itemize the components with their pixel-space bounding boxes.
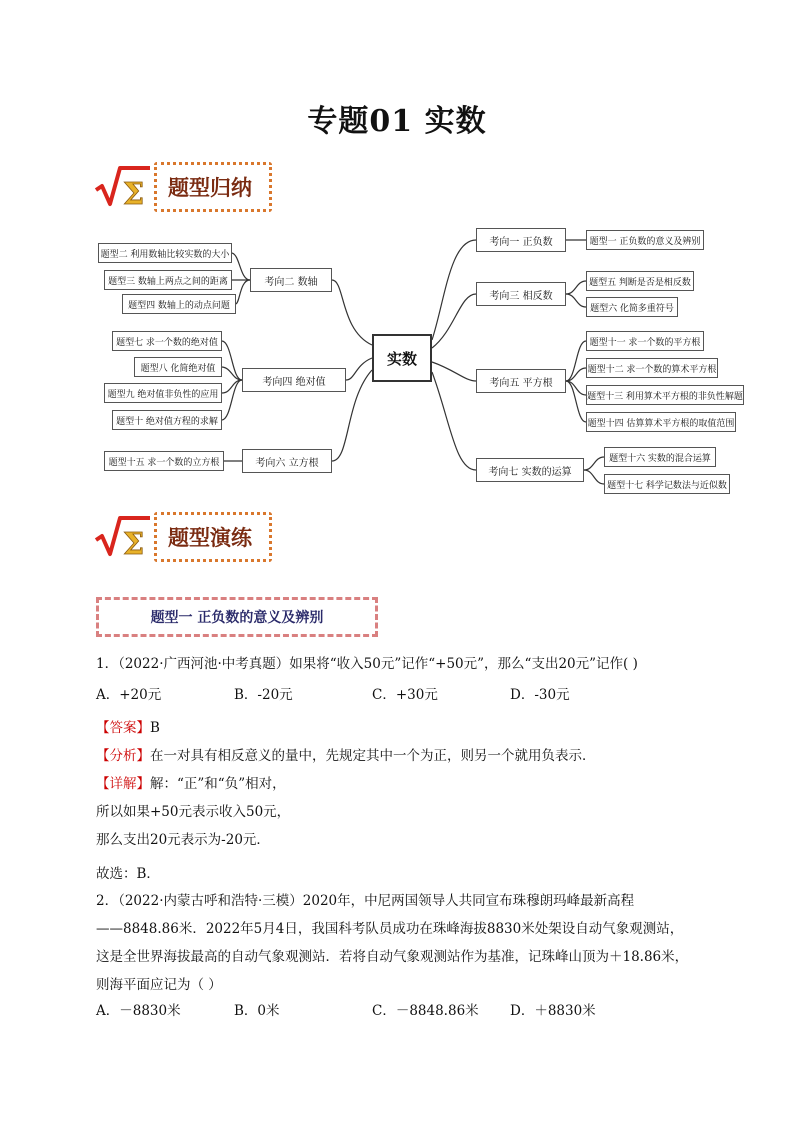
mindmap-sub-node: 题型四 数轴上的动点问题 (122, 294, 236, 314)
question-1-stem: 1．（2022·广西河池·中考真题）如果将“收入50元”记作“+50元”，那么“支出20元”记作( ) (96, 656, 638, 672)
mindmap-sub-node: 题型十七 科学记数法与近似数 (604, 474, 730, 494)
mindmap-sub-node: 题型二 利用数轴比较实数的大小 (98, 243, 232, 263)
detail-text: 解：“正”和“负”相对， (150, 776, 286, 792)
mindmap-main-node: 考向一 正负数 (476, 228, 566, 252)
mindmap-sub-node: 题型十一 求一个数的平方根 (586, 331, 704, 351)
question-1-option-a: A．+20元 (96, 687, 162, 703)
mindmap-main-node: 考向五 平方根 (476, 369, 566, 393)
question-2-stem-line-4: 则海平面应记为（ ） (96, 977, 222, 993)
svg-text:Σ: Σ (123, 177, 145, 210)
mindmap-main-node: 考向三 相反数 (476, 282, 566, 306)
mindmap-sub-node: 题型六 化简多重符号 (586, 297, 678, 317)
mindmap-sub-node: 题型十二 求一个数的算术平方根 (586, 358, 718, 378)
detail-tag: 【详解】 (96, 776, 150, 792)
answer-value: B (150, 720, 160, 736)
mindmap-center: 实数 (372, 334, 432, 382)
question-1-detail (96, 772, 286, 792)
mindmap-sub-node: 题型一 正负数的意义及辨别 (586, 230, 704, 250)
mindmap-sub-node: 题型九 绝对值非负性的应用 (104, 383, 222, 403)
svg-text:Σ: Σ (123, 527, 145, 560)
analysis-tag: 【分析】 (96, 748, 150, 764)
mindmap-sub-node: 题型五 判断是否是相反数 (586, 271, 694, 291)
mindmap-main-node: 考向七 实数的运算 (476, 458, 584, 482)
section-title: 题型归纳 (168, 176, 252, 200)
mindmap-sub-node: 题型十四 估算算术平方根的取值范围 (586, 412, 736, 432)
question-2-stem-line-2: ——8848.86米．2022年5月4日，我国科考队员成功在珠峰海拔8830米处架设自动气象观测站， (96, 921, 684, 937)
sqrt-sigma-icon (94, 514, 152, 560)
question-2-option-b: B．0米 (234, 1003, 280, 1019)
mindmap-sub-node: 题型十 绝对值方程的求解 (112, 410, 222, 430)
question-1-option-d: D．-30元 (510, 687, 570, 703)
question-1-option-c: C．+30元 (372, 687, 438, 703)
section-header-practice (94, 510, 294, 568)
question-2-option-a: A．－8830米 (96, 1003, 181, 1019)
mindmap-main-node: 考向二 数轴 (250, 268, 332, 292)
question-2-stem-line-1: 2．（2022·内蒙古呼和浩特·三模）2020年，中尼两国领导人共同宣布珠穆朗玛峰最新高程 (96, 893, 635, 909)
problem-type-title: 题型一 正负数的意义及辨别 (150, 610, 324, 626)
section-title: 题型演练 (168, 526, 252, 550)
mindmap-sub-node: 题型八 化简绝对值 (134, 357, 222, 377)
mindmap-sub-node: 题型十三 利用算术平方根的非负性解题 (586, 385, 744, 405)
question-2-option-d: D．＋8830米 (510, 1003, 596, 1019)
question-1-detail-line-3: 那么支出20元表示为-20元． (96, 832, 270, 848)
mindmap-main-node: 考向六 立方根 (242, 449, 332, 473)
answer-tag: 【答案】 (96, 720, 150, 736)
mindmap-main-node: 考向四 绝对值 (242, 368, 346, 392)
question-1-detail-line-2: 所以如果+50元表示收入50元， (96, 804, 291, 820)
question-1-answer (96, 716, 160, 736)
question-1-analysis (96, 744, 596, 764)
question-1-option-b: B．-20元 (234, 687, 293, 703)
mindmap-sub-node: 题型七 求一个数的绝对值 (112, 331, 222, 351)
analysis-text: 在一对具有相反意义的量中，先规定其中一个为正，则另一个就用负表示． (150, 748, 596, 764)
mindmap-sub-node: 题型十六 实数的混合运算 (604, 447, 716, 467)
page-title: 专题01 实数 (307, 104, 487, 139)
mindmap-sub-node: 题型三 数轴上两点之间的距离 (104, 270, 232, 290)
question-2-stem-line-3: 这是全世界海拔最高的自动气象观测站．若将自动气象观测站作为基准，记珠峰山顶为＋18.86米， (96, 949, 689, 965)
question-1-choice: 故选：B． (96, 866, 160, 882)
question-2-option-c: C．－8848.86米 (372, 1003, 479, 1019)
mindmap-sub-node: 题型十五 求一个数的立方根 (104, 451, 224, 471)
